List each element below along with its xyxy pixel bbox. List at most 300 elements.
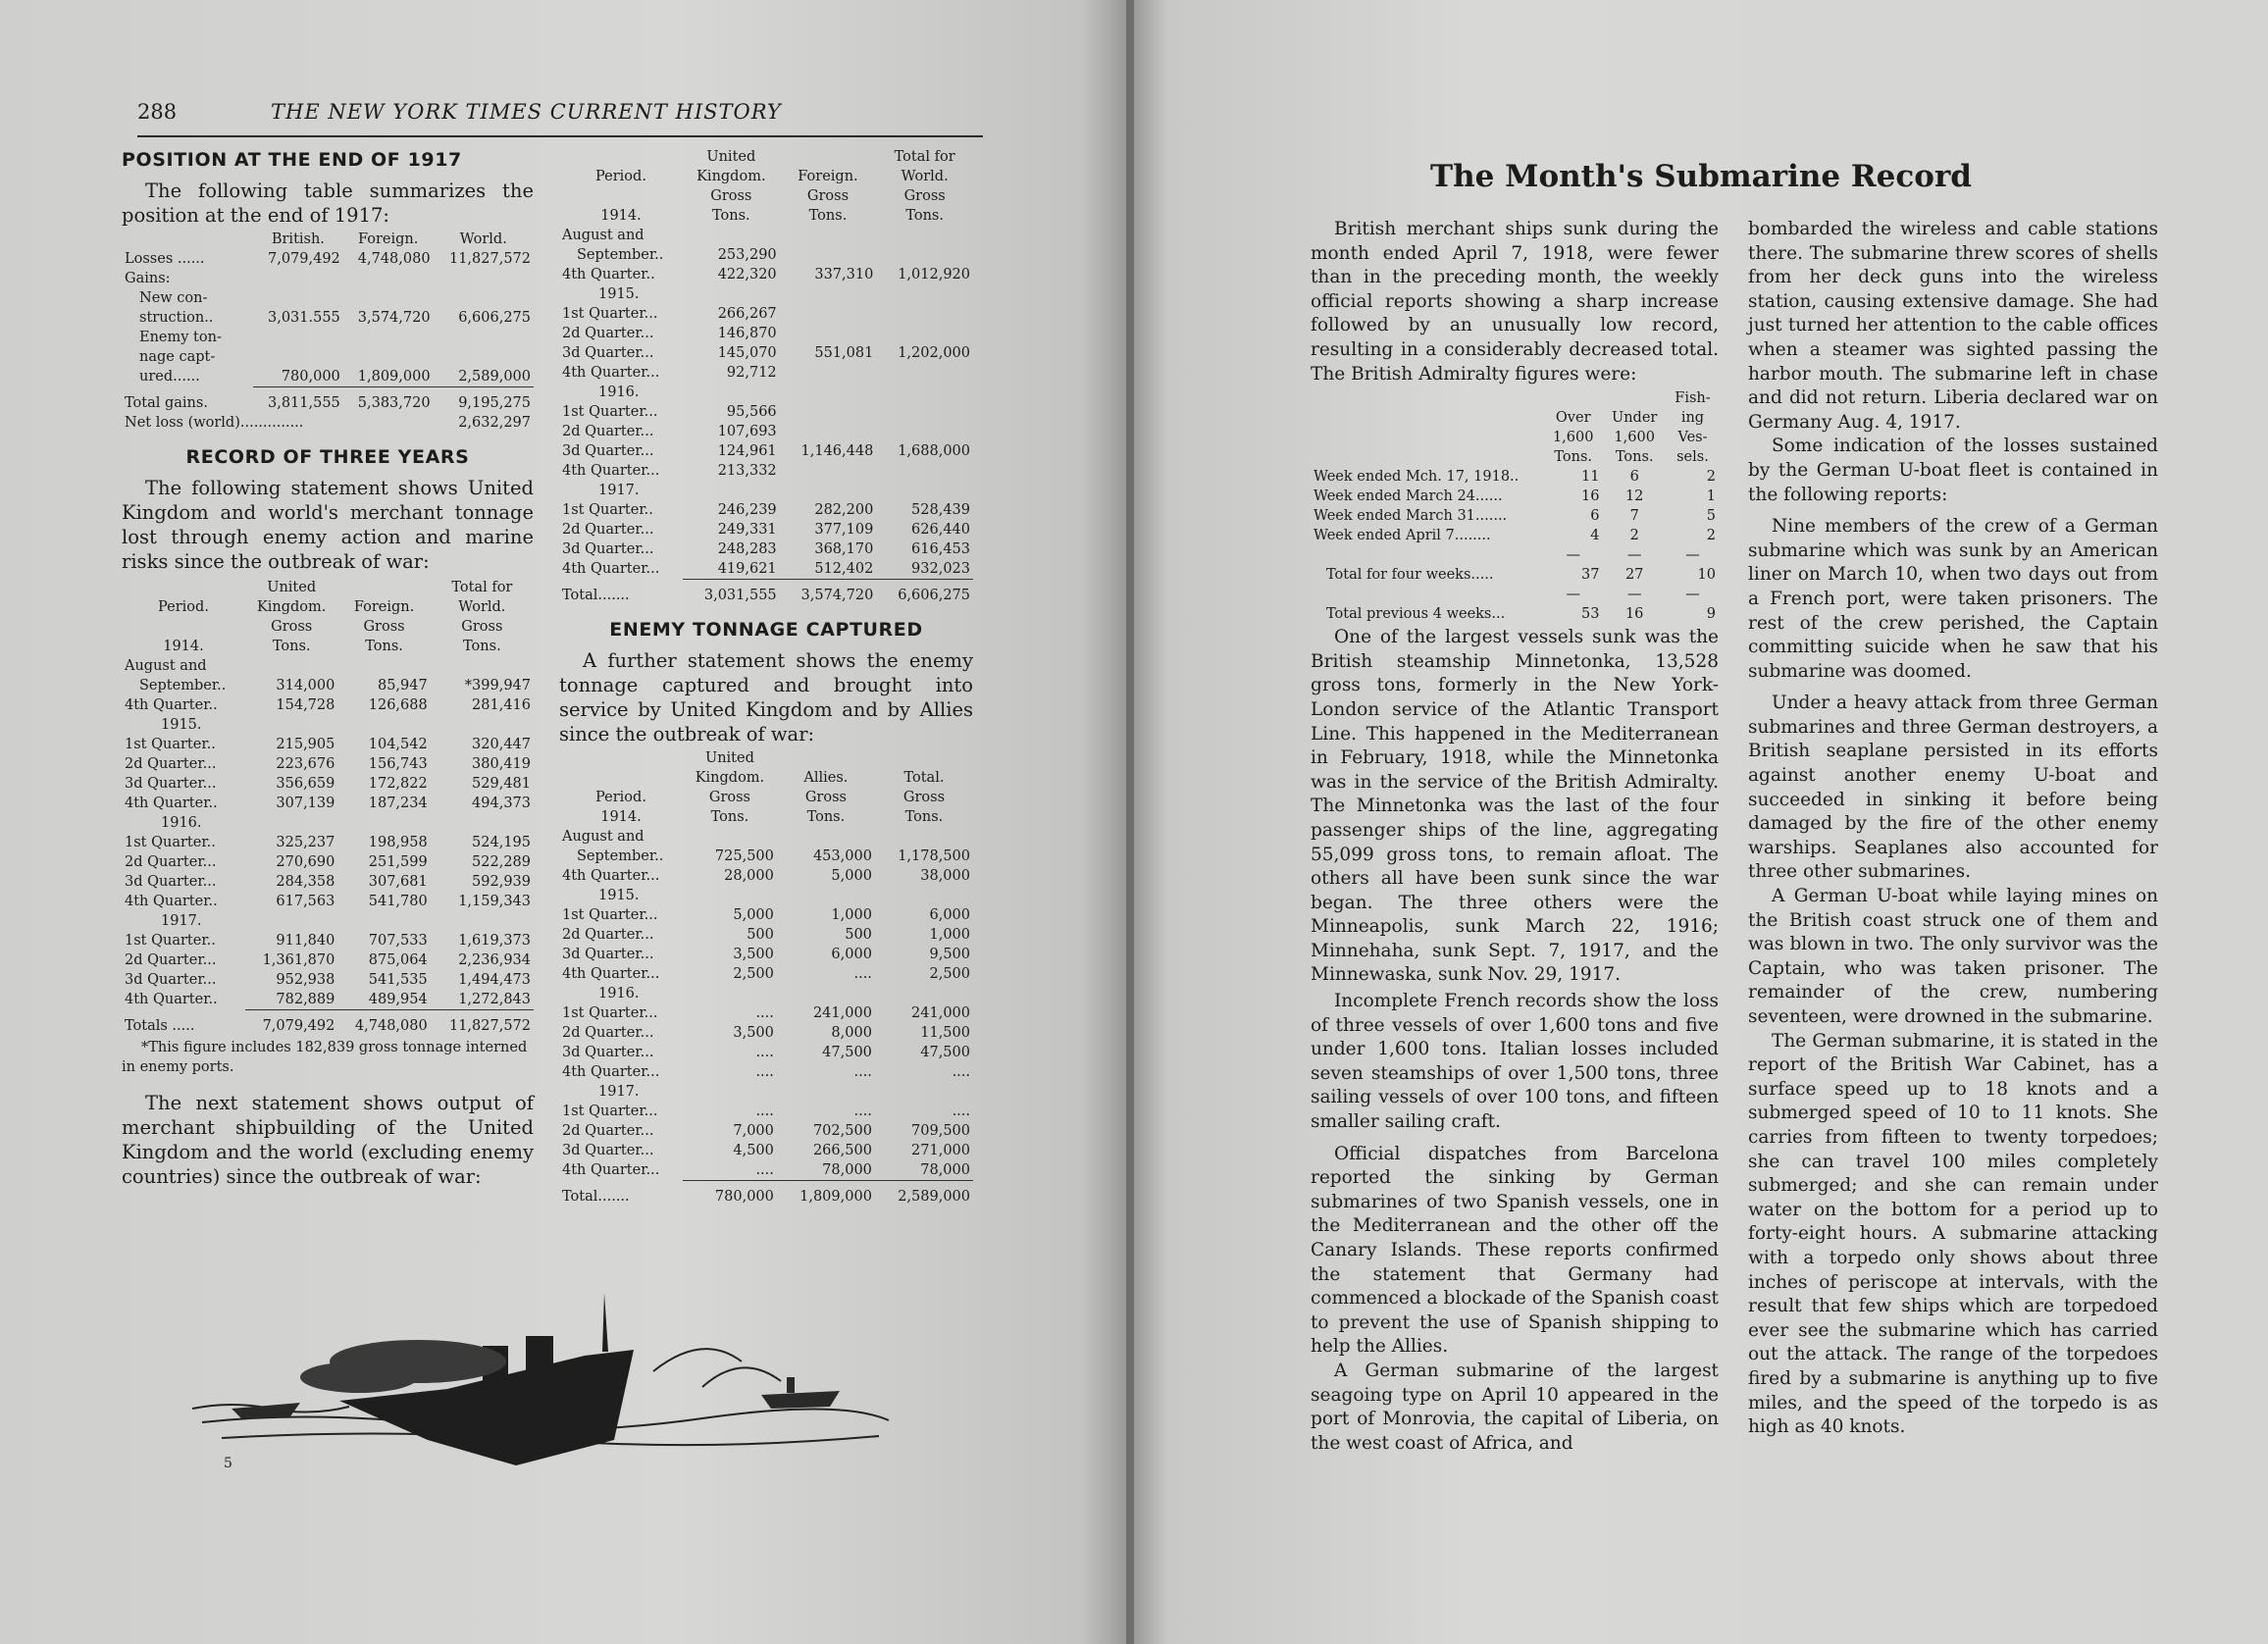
table-row <box>559 402 973 422</box>
table-row <box>559 866 973 886</box>
row-label: 3d Quarter... <box>562 345 654 361</box>
row-label: 3d Quarter... <box>125 776 217 792</box>
row-label: 4th Quarter.. <box>125 992 218 1007</box>
paragraph: A German submarine of the largest seagoing type on April 10 appeared in the port of Monrovia, the capital of Liberia, on the west coast of Africa, and <box>1311 1360 1719 1454</box>
cell: 7,079,492 <box>267 251 340 267</box>
col-header: Tons. <box>463 639 501 654</box>
row-label: 3d Quarter... <box>125 874 217 890</box>
table-row <box>559 383 973 402</box>
col-header <box>777 748 875 768</box>
col-header <box>875 748 973 768</box>
cell: 27 <box>1624 567 1644 584</box>
table-row <box>122 715 534 735</box>
col-header: Foreign. <box>798 169 858 184</box>
cell: 1,809,000 <box>799 1189 872 1205</box>
cell <box>431 715 534 735</box>
cell: 16 <box>1580 488 1600 505</box>
col-header: Gross <box>708 790 750 805</box>
cell: 28,000 <box>724 868 774 884</box>
row-label: August and <box>562 228 644 243</box>
cell: 6,000 <box>929 907 970 923</box>
cell: 1,000 <box>929 927 970 943</box>
cell <box>431 911 534 931</box>
paragraph: bombarded the wireless and cable stations there. The submarine threw scores of shells from her deck guns into the wireless station, causing extensive damage. She had just turned her attention to the cable offices when a steamer was sighted passing the harbor mouth. The submarine left in chase and did not return. Liberia declared war on Germany Aug. 4, 1917. <box>1748 219 2158 433</box>
cell: 2 <box>1706 469 1716 486</box>
col-header: Gross <box>804 790 847 805</box>
cell <box>875 886 973 905</box>
row-label: 3d Quarter... <box>562 1143 654 1158</box>
row-label: 2d Quarter... <box>562 1123 654 1139</box>
cell: 320,447 <box>472 737 531 752</box>
row-label: 4th Quarter... <box>562 365 660 381</box>
cell <box>337 715 430 735</box>
cell: 377,109 <box>814 522 874 538</box>
col-header: Tons. <box>710 809 749 825</box>
row-label: 1915. <box>598 286 640 302</box>
page-number: 288 <box>137 100 178 124</box>
table-row <box>559 1003 973 1023</box>
col-header: Tons. <box>365 639 403 654</box>
cell <box>683 383 780 402</box>
cell: 1,178,500 <box>898 848 970 864</box>
row-label: September.. <box>577 848 664 864</box>
cell <box>245 656 337 676</box>
cell: 1,688,000 <box>898 443 970 459</box>
cell: 223,676 <box>276 756 335 772</box>
table-row <box>559 847 973 866</box>
cell: 5,000 <box>831 868 872 884</box>
row-label: Enemy ton- <box>139 330 222 345</box>
col-header: Total for <box>451 580 513 595</box>
table-row <box>1311 506 1719 526</box>
cell: 10 <box>1697 567 1716 584</box>
cell <box>683 984 777 1003</box>
right-column-1 <box>1311 218 1719 1456</box>
cell: 1,272,843 <box>458 992 531 1007</box>
col-header <box>780 147 877 167</box>
cell <box>245 813 337 833</box>
cell: 952,938 <box>276 972 335 988</box>
cell: 4,748,080 <box>354 1018 428 1034</box>
row-label: 1915. <box>598 888 640 903</box>
cell: 156,743 <box>368 756 428 772</box>
row-label: 1st Quarter.. <box>125 737 216 752</box>
row-label: 4th Quarter... <box>562 1064 660 1080</box>
cell: 2,500 <box>929 966 970 982</box>
cell: 2 <box>1629 528 1639 544</box>
cell: 198,958 <box>368 835 428 850</box>
left-page <box>0 0 1126 1644</box>
table-row <box>559 886 973 905</box>
cell <box>780 402 877 422</box>
cell: 47,500 <box>822 1045 872 1060</box>
row-label: 1916. <box>598 385 640 400</box>
weekly-losses-table <box>1311 388 1719 624</box>
col-header: Period. <box>595 790 646 805</box>
cell: 249,331 <box>717 522 777 538</box>
row-label: 3d Quarter... <box>562 947 654 962</box>
cell: 1,809,000 <box>357 369 431 385</box>
row-label: Week ended March 24...... <box>1314 488 1503 505</box>
cell: 911,840 <box>276 933 335 949</box>
cell: 616,453 <box>911 541 970 557</box>
cell: 1,361,870 <box>262 952 335 968</box>
cell: .... <box>853 966 872 982</box>
cell: 2,589,000 <box>898 1189 970 1205</box>
right-column-2 <box>1748 218 2158 1440</box>
table-row <box>559 461 973 481</box>
col-header: Gross <box>902 790 946 805</box>
cell: 1,494,473 <box>458 972 531 988</box>
cell: 500 <box>747 927 774 943</box>
cell: 522,289 <box>472 854 531 870</box>
cell: 95,566 <box>726 404 777 420</box>
row-label: Total gains. <box>125 395 208 411</box>
row-label: 4th Quarter... <box>562 868 660 884</box>
col-header: World. <box>901 169 949 184</box>
col-header: ing <box>1680 410 1705 427</box>
col-header <box>122 578 245 597</box>
row-label: 2d Quarter... <box>125 756 217 772</box>
cell: 6,000 <box>831 947 872 962</box>
col-header: sels. <box>1676 449 1709 466</box>
row-label: 1st Quarter... <box>562 907 658 923</box>
cell: 626,440 <box>911 522 970 538</box>
cell: 266,267 <box>717 306 777 322</box>
row-label: Losses ...... <box>125 251 205 267</box>
cell: 154,728 <box>276 697 335 713</box>
cell <box>780 481 877 500</box>
row-label: 4th Quarter.. <box>125 697 218 713</box>
col-header: Total for <box>894 149 955 165</box>
row-label: 1st Quarter... <box>562 1005 658 1021</box>
cell: 38,000 <box>920 868 970 884</box>
cell: 875,064 <box>368 952 428 968</box>
cell: 284,358 <box>276 874 335 890</box>
cell: 702,500 <box>812 1123 872 1139</box>
left-column-2 <box>559 147 973 1207</box>
table-row <box>559 441 973 461</box>
cell <box>780 422 877 441</box>
table-row <box>559 1062 973 1082</box>
row-label: September.. <box>577 247 664 263</box>
table-row <box>122 695 534 715</box>
table-row <box>559 500 973 520</box>
row-label: 1917. <box>598 1084 640 1100</box>
row-label: 1917. <box>161 913 202 929</box>
cell: 253,290 <box>717 247 777 263</box>
table-row <box>559 539 973 559</box>
cell <box>876 304 973 324</box>
col-header: 1,600 <box>1552 430 1594 446</box>
cell: 7,079,492 <box>262 1018 335 1034</box>
col-header <box>559 147 683 167</box>
cell: 3,574,720 <box>357 310 431 326</box>
captured-table <box>559 748 973 1207</box>
col-header: World. <box>458 599 506 615</box>
table-row <box>559 1023 973 1043</box>
cell: 541,780 <box>368 894 428 909</box>
row-label: Total....... <box>562 1189 630 1205</box>
table-row <box>559 925 973 945</box>
cell: 270,690 <box>276 854 335 870</box>
col-header: British. <box>271 231 325 247</box>
paragraph: Some indication of the losses sustained by the German U-boat fleet is contained in the following reports: <box>1748 436 2158 505</box>
cell: 356,659 <box>276 776 335 792</box>
cell <box>876 383 973 402</box>
cell: 78,000 <box>822 1162 872 1178</box>
col-header <box>337 578 430 597</box>
table-row <box>122 950 534 970</box>
col-header: Tons. <box>808 208 848 224</box>
col-header: United <box>704 750 754 766</box>
cell: 780,000 <box>714 1189 774 1205</box>
col-header <box>1311 388 1544 408</box>
cell <box>875 984 973 1003</box>
cell: 541,535 <box>368 972 428 988</box>
table-row <box>1311 487 1719 506</box>
table-row <box>122 970 534 990</box>
row-label: 2d Quarter... <box>125 854 217 870</box>
cell: 307,681 <box>368 874 428 890</box>
cell <box>431 813 534 833</box>
col-header <box>122 617 245 637</box>
dash: — <box>1626 587 1642 603</box>
row-label: Week ended April 7........ <box>1314 528 1491 544</box>
col-header <box>1602 388 1667 408</box>
col-header <box>1311 428 1544 447</box>
cell: 524,195 <box>472 835 531 850</box>
table-row <box>559 964 973 984</box>
cell <box>683 827 777 847</box>
table-row <box>559 520 973 539</box>
cell: 780,000 <box>281 369 340 385</box>
cell: 2,236,934 <box>458 952 531 968</box>
cell: 213,332 <box>717 463 777 479</box>
cell: 707,533 <box>368 933 428 949</box>
steamship-illustration <box>192 1293 895 1479</box>
row-label: Net loss (world).............. <box>125 415 304 431</box>
paragraph: The German submarine, it is stated in the report of the British War Cabinet, has a surface speed up to 18 knots and a submerged speed of 10 to 11 knots. She carries from fifteen to twenty torpedoes; she can travel 100 miles completely submerged; and she can remain under water on the bottom for a period up to forty-eight hours. A submarine attacking with a torpedo only shows about three inches of periscope at intervals, with the result that few ships which are torpedoed ever see the submarine which has carried out the attack. The range of the torpedoes fired by a submarine is anything up to five miles, and the speed of the torpedo is as high as 40 knots. <box>1748 1030 2158 1438</box>
cell: 9 <box>1706 606 1716 623</box>
row-label: 3d Quarter... <box>125 972 217 988</box>
cell: .... <box>755 1005 774 1021</box>
col-header: Gross <box>461 619 503 635</box>
row-label: 4th Quarter... <box>562 463 660 479</box>
cell: 215,905 <box>276 737 335 752</box>
cell: 251,599 <box>368 854 428 870</box>
col-header: United <box>706 149 756 165</box>
cell: 6,606,275 <box>898 588 970 603</box>
dash: — <box>1685 587 1700 603</box>
cell: .... <box>952 1104 970 1119</box>
row-label: 1916. <box>161 815 202 831</box>
three-years-table <box>122 578 534 1036</box>
row-label: 3d Quarter... <box>562 443 654 459</box>
cell: 782,889 <box>276 992 335 1007</box>
cell <box>683 1082 777 1102</box>
cell: 422,320 <box>717 267 777 283</box>
cell: 6 <box>1629 469 1639 486</box>
table-row <box>559 304 973 324</box>
table-row <box>559 481 973 500</box>
cell: 172,822 <box>368 776 428 792</box>
row-label: Gains: <box>125 271 171 286</box>
col-header: 1914. <box>600 208 642 224</box>
cell <box>780 383 877 402</box>
journal-title: THE NEW YORK TIMES CURRENT HISTORY <box>271 100 782 124</box>
row-label: 4th Quarter... <box>562 966 660 982</box>
cell <box>780 226 877 245</box>
cell: 617,563 <box>276 894 335 909</box>
col-header: Total. <box>903 770 945 786</box>
col-header: Under <box>1612 410 1658 427</box>
table-row <box>122 774 534 794</box>
row-label: 3d Quarter... <box>562 1045 654 1060</box>
table-row <box>559 1160 973 1181</box>
row-label: 1st Quarter... <box>562 306 658 322</box>
cell: 2 <box>1706 528 1716 544</box>
position-intro: The following table summarizes the position at the end of 1917: <box>122 180 534 227</box>
dash: — <box>1626 547 1642 564</box>
cell: 9,500 <box>929 947 970 962</box>
cell: 489,954 <box>368 992 428 1007</box>
paragraph: Nine members of the crew of a German submarine which was sunk by an American liner on March 10, when two days out from a French port, were taken prisoners. The rest of the crew perished, the Captain committing suicide when he saw that his submarine was doomed. <box>1748 516 2158 682</box>
stray-mark: 5 <box>224 1456 232 1471</box>
cell <box>245 911 337 931</box>
row-label: 4th Quarter.. <box>125 894 218 909</box>
cell: .... <box>952 1064 970 1080</box>
cell: .... <box>755 1045 774 1060</box>
smoke-curl <box>702 1367 781 1387</box>
row-label: Week ended March 31....... <box>1314 508 1508 525</box>
cell: .... <box>755 1104 774 1119</box>
cell: 5,000 <box>733 907 774 923</box>
cell: 1,012,920 <box>898 267 970 283</box>
cell: 11,827,572 <box>448 251 531 267</box>
row-label: 4th Quarter... <box>562 561 660 577</box>
table-row <box>122 754 534 774</box>
cell <box>876 481 973 500</box>
row-label: August and <box>125 658 207 674</box>
row-label: 1st Quarter.. <box>125 835 216 850</box>
col-header: Gross <box>710 188 752 204</box>
table-row <box>122 833 534 852</box>
cell <box>780 363 877 383</box>
table-row <box>559 1141 973 1160</box>
footnote: *This figure includes 182,839 gross tonnage interned in enemy ports. <box>122 1040 528 1075</box>
cell: 8,000 <box>831 1025 872 1041</box>
table-row <box>122 656 534 676</box>
cell <box>683 226 780 245</box>
paragraph: Under a heavy attack from three German submarines and three German destroyers, a British seaplane persisted in its efforts against another enemy U-boat and succeeded in sinking it before being damaged by the fire of the other enemy warships. Seaplanes also accounted for three other submarines. <box>1748 693 2158 883</box>
cell <box>876 245 973 265</box>
cell: 337,310 <box>814 267 874 283</box>
cell: 92,712 <box>726 365 777 381</box>
cell: 9,195,275 <box>458 395 531 411</box>
table-row <box>122 735 534 754</box>
table-row <box>559 226 973 245</box>
cell: 325,237 <box>276 835 335 850</box>
cell: 12 <box>1624 488 1644 505</box>
row-label: 2d Quarter... <box>562 927 654 943</box>
cell: 126,688 <box>368 697 428 713</box>
cell: 3,031.555 <box>267 310 340 326</box>
col-header: 1914. <box>163 639 204 654</box>
col-header: World. <box>459 231 507 247</box>
row-label: 2d Quarter... <box>125 952 217 968</box>
cell: 1 <box>1706 488 1716 505</box>
table-row <box>559 1043 973 1062</box>
dash: — <box>1685 547 1700 564</box>
col-header <box>1544 388 1602 408</box>
row-label: 2d Quarter... <box>562 326 654 341</box>
cell: 3,500 <box>733 947 774 962</box>
position-table <box>122 230 534 433</box>
cell: 529,481 <box>472 776 531 792</box>
row-label: 1st Quarter.. <box>562 502 653 518</box>
cell: 307,139 <box>276 796 335 811</box>
cell: 419,621 <box>717 561 777 577</box>
row-label: ured...... <box>139 369 200 385</box>
cell <box>780 304 877 324</box>
cell: 7 <box>1629 508 1639 525</box>
cell <box>337 813 430 833</box>
table-row <box>559 1102 973 1121</box>
row-label: 1916. <box>598 986 640 1002</box>
cell <box>876 226 973 245</box>
cell <box>245 715 337 735</box>
cell: 494,373 <box>472 796 531 811</box>
shipbuilding-table <box>559 147 973 605</box>
cell: 241,000 <box>911 1005 970 1021</box>
cell: 725,500 <box>714 848 774 864</box>
col-header <box>559 186 683 206</box>
col-header: Gross <box>271 619 313 635</box>
col-header: Tons. <box>905 208 944 224</box>
cell: 932,023 <box>911 561 970 577</box>
cell: 709,500 <box>911 1123 970 1139</box>
paragraph: A German U-boat while laying mines on the British coast struck one of them and was blown in two. The only survivor was the Captain, who was taken prisoner. The remainder of the crew, numbering seventeen, were drowned in the submarine. <box>1748 886 2158 1027</box>
col-header: Allies. <box>803 770 849 786</box>
col-header: Gross <box>363 619 405 635</box>
row-label: New con- <box>139 290 208 306</box>
cell: 53 <box>1580 606 1600 623</box>
cell <box>876 324 973 343</box>
col-header: Tons. <box>1615 449 1654 466</box>
cell: 11 <box>1580 469 1600 486</box>
cell: 78,000 <box>920 1162 970 1178</box>
book-gutter <box>1126 0 1134 1644</box>
cell: 1,000 <box>831 907 872 923</box>
cell: 551,081 <box>814 345 874 361</box>
cell <box>683 284 780 304</box>
table-row <box>559 945 973 964</box>
cell: 368,170 <box>814 541 874 557</box>
cell: 1,619,373 <box>458 933 531 949</box>
col-header: Period. <box>158 599 209 615</box>
row-label: nage capt- <box>139 349 216 365</box>
three-years-intro: The following statement shows United Kingdom and world's merchant tonnage lost through enemy action and marine risks since the outbreak of war: <box>122 477 534 573</box>
cell: 1,202,000 <box>898 345 970 361</box>
table-row <box>122 794 534 813</box>
cell: 1,159,343 <box>458 894 531 909</box>
cell: 104,542 <box>368 737 428 752</box>
cell: 271,000 <box>911 1143 970 1158</box>
section-heading-captured: ENEMY TONNAGE CAPTURED <box>609 619 923 641</box>
table-row <box>559 422 973 441</box>
cell: 528,439 <box>911 502 970 518</box>
